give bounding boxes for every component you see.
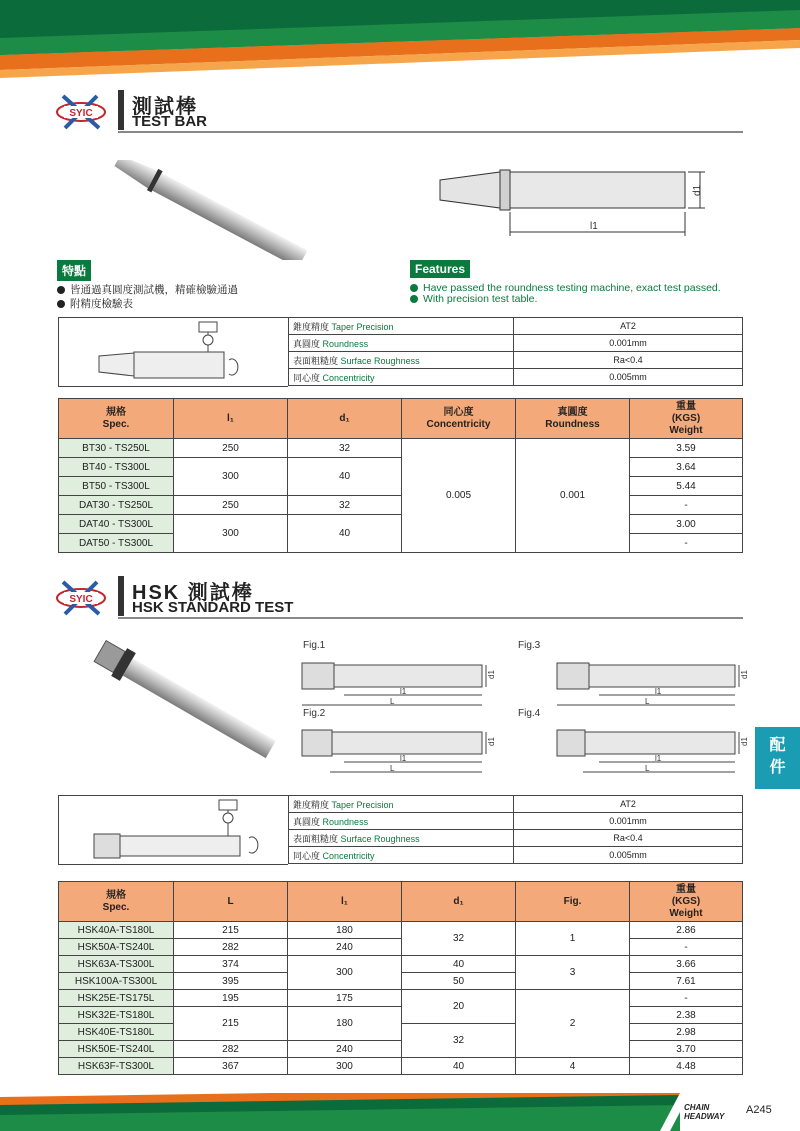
fig3-label: Fig.3 <box>518 640 541 651</box>
table-row: DAT40 - TS300L 300 40 3.00 <box>59 515 743 534</box>
footer-brand: CHAIN HEADWAY <box>684 1103 725 1121</box>
svg-text:d1: d1 <box>487 670 496 679</box>
fig3-drawing <box>555 655 755 707</box>
test-bar-image <box>100 160 320 260</box>
precision-row: 真圓度 Roundness 0.001mm <box>289 813 743 830</box>
section1-divider <box>118 131 743 133</box>
hsk-bar-image <box>85 640 285 760</box>
logo-text: SYIC <box>69 594 93 605</box>
section2-title-en: HSK STANDARD TEST <box>132 599 294 616</box>
precision-diagram-2 <box>58 795 288 865</box>
precision-row: 表面粗糙度 Surface Roughness Ra<0.4 <box>289 830 743 847</box>
fig1-drawing <box>300 655 500 707</box>
syic-logo <box>55 92 107 132</box>
precision-row: 錐度精度 Taper Precision AT2 <box>289 796 743 813</box>
table-row: HSK50E-TS240L 282 240 3.70 <box>59 1041 743 1058</box>
features-badge-zh: 特點 <box>57 260 91 281</box>
table-row: HSK40A-TS180L 215 180 32 1 2.86 <box>59 922 743 939</box>
table-row: HSK32E-TS180L 215 180 2.38 <box>59 1007 743 1024</box>
drawing-d1-label: d1 <box>692 184 703 196</box>
svg-text:d1: d1 <box>487 737 496 746</box>
feature-zh-1: 皆通過真圓度測試機，精確檢驗通過 <box>57 282 238 297</box>
section2-title-zh: HSK 測試棒 <box>132 582 254 604</box>
table-row: HSK40E-TS180L 32 2.98 <box>59 1024 743 1041</box>
table-row: HSK50A-TS240L 282 240 - <box>59 939 743 956</box>
spec-table-1: 規格 Spec. l₁ d₁ 同心度 Concentricity 真圓度 Roundness 重量 (KGS) Weight BT30 - TS250L 250 32 0.005 0.001 3.59 BT40 - TS300L 300 40 3.64 BT50 - TS300L 5.44 DAT30 - TS250L 250 32 - DAT40 - TS300L 300 40 3.00 DAT50 - TS300L - <box>58 398 743 553</box>
svg-text:L: L <box>390 764 395 773</box>
fig2-label: Fig.2 <box>303 708 326 719</box>
precision-row: 真圓度 Roundness 0.001mm <box>289 335 743 352</box>
syic-logo <box>55 578 107 618</box>
svg-text:l1: l1 <box>655 687 662 696</box>
precision-row: 同心度 Concentricity 0.005mm <box>289 369 743 386</box>
header-banner <box>0 0 800 78</box>
section2-divider <box>118 617 743 619</box>
feature-en-1: Have passed the roundness testing machine, exact test passed. <box>410 282 721 294</box>
table-row: HSK25E-TS175L 195 175 20 2 - <box>59 990 743 1007</box>
svg-text:d1: d1 <box>740 670 749 679</box>
feature-zh-2: 附精度檢驗表 <box>57 296 133 311</box>
table-row: BT50 - TS300L 5.44 <box>59 477 743 496</box>
svg-text:l1: l1 <box>655 754 662 763</box>
features-badge-en: Features <box>410 260 470 278</box>
fig2-drawing <box>300 722 500 774</box>
svg-text:l1: l1 <box>400 754 407 763</box>
table-row: HSK63F-TS300L 367 300 40 4 4.48 <box>59 1058 743 1075</box>
section1-title-zh: 測試棒 <box>132 96 198 118</box>
table-row: BT40 - TS300L 300 40 3.64 <box>59 458 743 477</box>
svg-text:L: L <box>390 697 395 706</box>
spec-table-2: 規格 Spec. L l₁ d₁ Fig. 重量 (KGS) Weight HSK40A-TS180L 215 180 32 1 2.86 HSK50A-TS240L 282 240 - HSK63A-TS300L 374 300 40 3 3.66 HSK100A-TS300L 395 50 7.61 HSK25E-TS175L 195 175 20 2 - HSK32E-TS180L 215 180 2.38 HSK40E-TS180L 32 2.98 HSK50E-TS240L 282 240 3.70 HSK63F-TS300L 367 300 40 4 4.48 <box>58 881 743 1075</box>
table-row: DAT30 - TS250L 250 32 - <box>59 496 743 515</box>
precision-row: 同心度 Concentricity 0.005mm <box>289 847 743 864</box>
section-marker <box>118 90 124 130</box>
table-row: HSK63A-TS300L 374 300 40 3 3.66 <box>59 956 743 973</box>
svg-text:d1: d1 <box>740 737 749 746</box>
table-row: BT30 - TS250L 250 32 0.005 0.001 3.59 <box>59 439 743 458</box>
fig4-label: Fig.4 <box>518 708 541 719</box>
precision-table-2 <box>288 795 743 864</box>
precision-row: 錐度精度 Taper Precision AT2 <box>289 318 743 335</box>
page-number: A245 <box>746 1104 772 1116</box>
section1-title-en: TEST BAR <box>132 113 207 130</box>
logo-text: SYIC <box>69 108 93 119</box>
precision-diagram-1 <box>58 317 288 387</box>
table-row: HSK100A-TS300L 395 50 7.61 <box>59 973 743 990</box>
section-marker <box>118 576 124 616</box>
svg-text:L: L <box>645 697 650 706</box>
side-tab-accessories[interactable]: 配 件 <box>755 727 800 789</box>
precision-table-1 <box>288 317 743 386</box>
test-bar-drawing <box>430 160 720 240</box>
svg-text:L: L <box>645 764 650 773</box>
svg-text:l1: l1 <box>400 687 407 696</box>
table-row: DAT50 - TS300L - <box>59 534 743 553</box>
drawing-l1-label: l1 <box>590 221 598 232</box>
feature-en-2: With precision test table. <box>410 293 537 305</box>
footer-banner <box>0 1093 800 1131</box>
precision-row: 表面粗糙度 Surface Roughness Ra<0.4 <box>289 352 743 369</box>
fig1-label: Fig.1 <box>303 640 326 651</box>
fig4-drawing <box>555 722 755 774</box>
